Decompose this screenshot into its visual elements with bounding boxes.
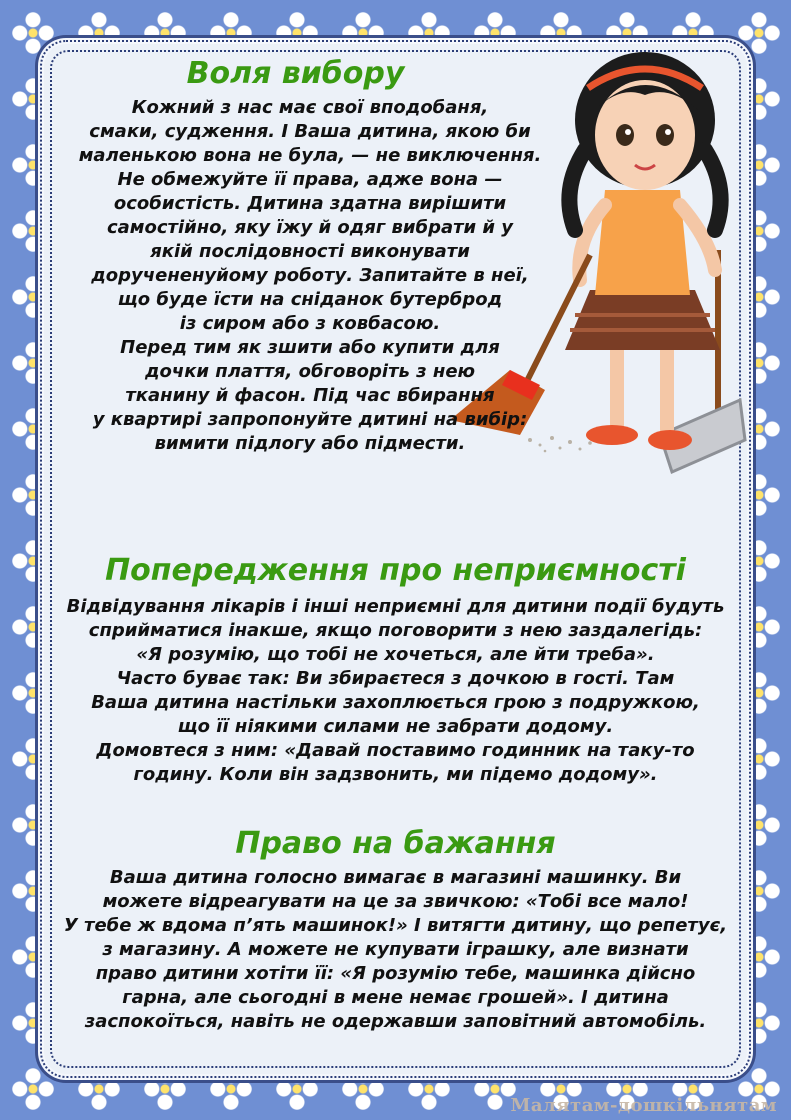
watermark: Малятам-дошкільнятам (510, 1095, 777, 1116)
text-line: Перед тим як зшити або купити для (120, 337, 500, 358)
section-text-right-to-wish (44, 866, 747, 1034)
text-line: У тебе ж вдома п’ять машинок!» І витягти дитину, що репетує, (63, 915, 728, 936)
text-line: «Я розумію, що тобі не хочеться, але йти треба». (136, 644, 655, 665)
text-line: вимити підлогу або підмести. (154, 433, 466, 454)
text-line: самостійно, яку їжу й одяг вибрати й у (106, 217, 514, 238)
text-line: що її ніякими силами не забрати додому. (177, 716, 614, 737)
text-line: Домовтеся з ним: «Давай поставимо годинник на таку-то (96, 740, 695, 761)
text-line: якій послідовності виконувати (150, 241, 470, 262)
text-line: заспокоїться, навіть не одержавши заповітний автомобіль. (84, 1011, 707, 1032)
text-line: дочки плаття, обговоріть з нею (144, 361, 476, 382)
section-text-warning (44, 595, 747, 787)
text-line: особистість. Дитина здатна вирішити (113, 193, 507, 214)
text-line: право дитини хотіти її: «Я розумію тебе, машинка дійсно (95, 963, 696, 984)
text-line: гарна, але сьогодні в мене немає грошей». І дитина (122, 987, 669, 1008)
text-line: із сиром або з ковбасою. (179, 313, 441, 334)
section-title-choice: Воля вибору (186, 56, 405, 91)
text-line: Не обмежуйте її права, адже вона — (117, 169, 503, 190)
section-title-right-to-wish: Право на бажання (235, 826, 556, 861)
text-line: Кожний з нас має свої вподобаня, (131, 97, 489, 118)
text-line: можете відреагувати на це за звичкою: «Тобі все мало! (102, 891, 689, 912)
text-line: Відвідування лікарів і інші неприємні для дитини події будуть (66, 596, 725, 617)
text-line: тканину й фасон. Під час вбирання (125, 385, 495, 406)
text-line: сприйматися інакше, якщо поговорити з нею заздалегідь: (88, 620, 703, 641)
text-line: смаки, судження. І Ваша дитина, якою би (89, 121, 531, 142)
text-line: Ваша дитина настільки захоплюється грою з подружкою, (91, 692, 700, 713)
text-line: у квартирі запропонуйте дитині на вибір: (92, 409, 528, 430)
text-line: годину. Коли він задзвонить, ми підемо додому». (133, 764, 658, 785)
text-line: Ваша дитина голосно вимагає в магазині машинку. Ви (109, 867, 682, 888)
text-line: з магазину. А можете не купувати іграшку, але визнати (102, 939, 689, 960)
section-text-choice (60, 96, 560, 456)
text-line: доручененуйому роботу. Запитайте в неї, (91, 265, 529, 286)
text-line: маленькою вона не була, — не виключення. (78, 145, 542, 166)
text-line: що буде їсти на сніданок бутерброд (117, 289, 503, 310)
text-line: Часто буває так: Ви збираєтеся з дочкою в гості. Там (116, 668, 675, 689)
section-title-warning: Попередження про неприємності (105, 553, 686, 588)
